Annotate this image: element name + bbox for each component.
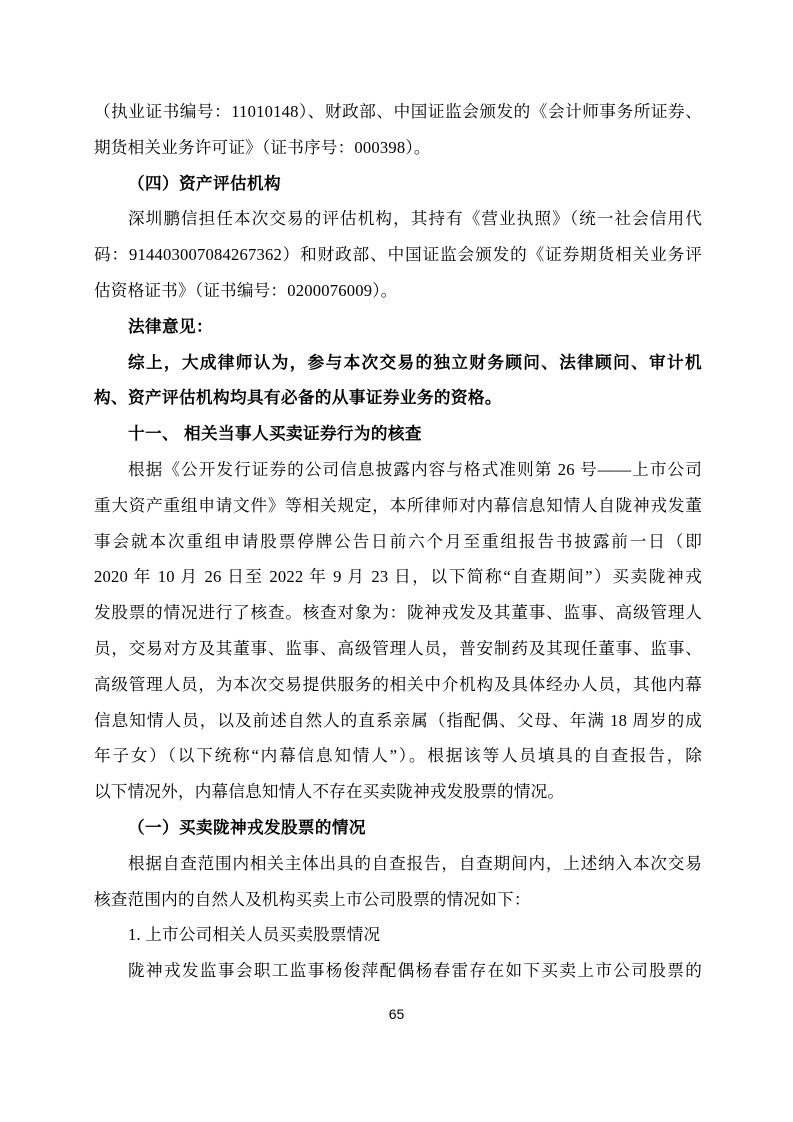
paragraph-line: 陇神戎发监事会职工监事杨俊萍配偶杨春雷存在如下买卖上市公司股票的 (128, 961, 702, 981)
paragraph-line-bold: 构、资产评估机构均具有必备的从事证券业务的资格。 (94, 388, 502, 408)
heading-subsection-1: （一）买卖陇神戎发股票的情况 (128, 817, 366, 837)
paragraph-line: 码：914403007084267362）和财政部、中国证监会颁发的《证券期货相关业务评 (94, 245, 702, 265)
paragraph-line-bold: 综上，大成律师认为，参与本次交易的独立财务顾问、法律顾问、审计机 (128, 352, 702, 372)
paragraph-line: 期货相关业务许可证》（证书序号：000398）。 (94, 137, 431, 157)
paragraph-line: 根据自查范围内相关主体出具的自查报告，自查期间内，上述纳入本次交易 (128, 853, 702, 873)
paragraph-line: 发股票的情况进行了核查。核查对象为：陇神戎发及其董事、监事、高级管理人 (94, 603, 702, 623)
heading-section-4: （四）资产评估机构 (128, 173, 281, 193)
label-legal-opinion: 法律意见： (128, 316, 213, 336)
page-body (94, 94, 702, 989)
paragraph-line: 年子女）（以下统称“内幕信息知情人”）。根据该等人员填具的自查报告，除 (94, 746, 702, 766)
paragraph-line: 估资格证书》（证书编号：0200076009）。 (94, 280, 398, 300)
heading-section-11: 十一、 相关当事人买卖证券行为的核查 (128, 424, 422, 444)
paragraph-line: 以下情况外，内幕信息知情人不存在买卖陇神戎发股票的情况。 (94, 782, 565, 802)
paragraph-line: 员，交易对方及其董事、监事、高级管理人员，普安制药及其现任董事、监事、 (94, 638, 702, 658)
page-number: 65 (388, 1006, 405, 1022)
paragraph-line: 核查范围内的自然人及机构买卖上市公司股票的情况如下： (94, 889, 531, 909)
paragraph-line: 信息知情人员，以及前述自然人的直系亲属（指配偶、父母、年满 18 周岁的成 (94, 710, 702, 730)
paragraph-line: （执业证书编号：11010148）、财政部、中国证监会颁发的《会计师事务所证券、 (94, 102, 702, 121)
paragraph-line: 根据《公开发行证券的公司信息披露内容与格式准则第 26 号——上市公司 (128, 459, 702, 479)
paragraph-line: 重大资产重组申请文件》等相关规定，本所律师对内幕信息知情人自陇神戎发董 (94, 495, 702, 515)
paragraph-line: 深圳鹏信担任本次交易的评估机构，其持有《营业执照》（统一社会信用代 (128, 209, 702, 229)
paragraph-line: 2020 年 10 月 26 日至 2022 年 9 月 23 日，以下简称“自查期间”）买卖陇神戎 (94, 567, 702, 587)
paragraph-line: 高级管理人员，为本次交易提供服务的相关中介机构及具体经办人员，其他内幕 (94, 674, 702, 694)
list-item-heading: 1. 上市公司相关人员买卖股票情况 (128, 925, 381, 945)
paragraph-line: 事会就本次重组申请股票停牌公告日前六个月至重组报告书披露前一日（即 (94, 531, 702, 551)
